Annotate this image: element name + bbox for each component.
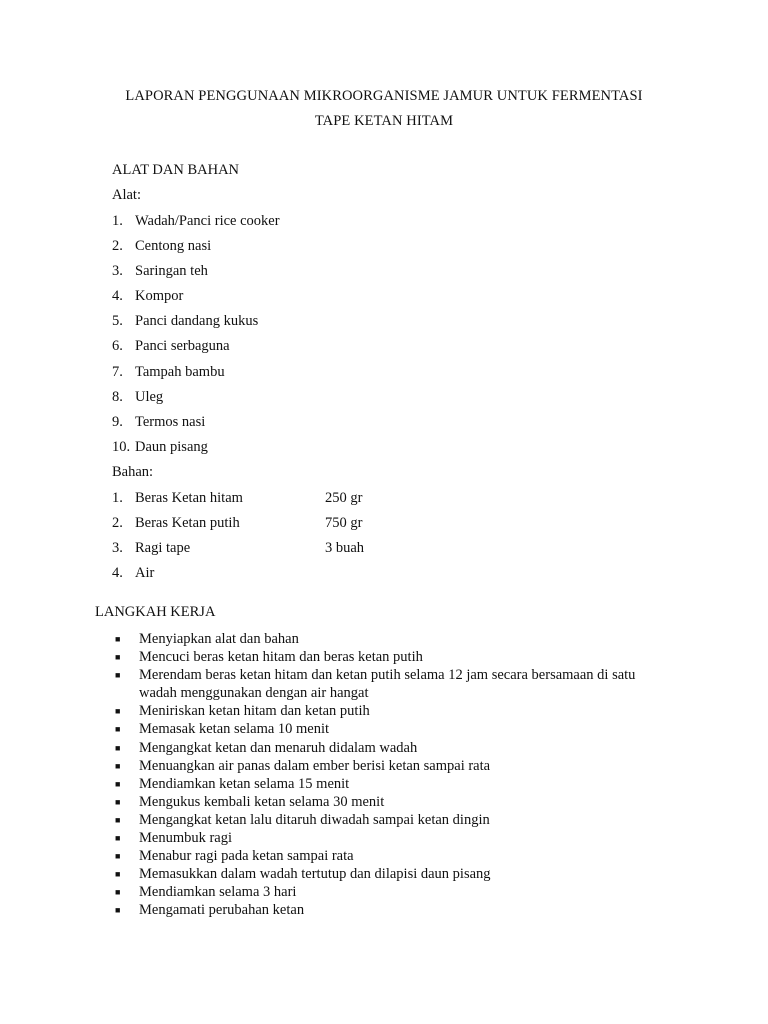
bahan-item: Beras Ketan putih — [135, 515, 240, 531]
langkah-kerja-list — [115, 630, 675, 920]
square-bullet-icon: ■ — [115, 796, 121, 807]
bahan-item: Air — [135, 565, 155, 581]
alat-number: 2. — [112, 238, 123, 254]
step-text: Mendiamkan selama 3 hari — [139, 884, 297, 901]
square-bullet-icon: ■ — [115, 869, 121, 880]
step-item — [115, 811, 675, 829]
step-item — [115, 666, 675, 702]
step-text: Meniriskan ketan hitam dan ketan putih — [139, 703, 370, 720]
alat-item: Termos nasi — [135, 414, 206, 430]
bahan-number: 2. — [112, 515, 123, 531]
alat-label: Alat: — [112, 187, 141, 203]
step-text: Menumbuk ragi — [139, 830, 233, 847]
alat-item: Panci dandang kukus — [135, 313, 259, 329]
step-text: Mengangkat ketan lalu ditaruh diwadah sampai ketan dingin — [139, 811, 490, 828]
document-title-line-1: LAPORAN PENGGUNAAN MIKROORGANISME JAMUR UNTUK FERMENTASI — [125, 88, 643, 104]
alat-item: Uleg — [135, 389, 164, 405]
step-item — [115, 865, 675, 883]
step-item — [115, 829, 675, 847]
step-text: Memasukkan dalam wadah tertutup dan dilapisi daun pisang — [139, 866, 491, 883]
step-text: Memasak ketan selama 10 menit — [139, 721, 330, 738]
alat-item: Tampah bambu — [135, 364, 225, 380]
bahan-number: 4. — [112, 565, 123, 581]
step-item — [115, 883, 675, 901]
step-text: Menuangkan air panas dalam ember berisi ketan sampai rata — [139, 757, 491, 774]
square-bullet-icon: ■ — [115, 742, 121, 753]
alat-number: 4. — [112, 288, 123, 304]
step-item — [115, 901, 675, 919]
square-bullet-icon: ■ — [115, 833, 121, 844]
step-item — [115, 757, 675, 775]
step-text: Mencuci beras ketan hitam dan beras ketan putih — [139, 649, 423, 666]
section-heading-alat-dan-bahan: ALAT DAN BAHAN — [112, 162, 240, 178]
bahan-quantity: 3 buah — [325, 540, 365, 556]
square-bullet-icon: ■ — [115, 905, 121, 916]
square-bullet-icon: ■ — [115, 760, 121, 771]
alat-item: Kompor — [135, 288, 184, 304]
bahan-label: Bahan: — [112, 464, 154, 480]
alat-number: 8. — [112, 389, 123, 405]
bahan-quantity: 250 gr — [325, 490, 363, 506]
step-text: Mengukus kembali ketan selama 30 menit — [139, 793, 385, 810]
step-item — [115, 739, 675, 757]
bahan-number: 1. — [112, 490, 123, 506]
step-item — [115, 702, 675, 720]
alat-number: 9. — [112, 414, 123, 430]
square-bullet-icon: ■ — [115, 778, 121, 789]
step-text: Menabur ragi pada ketan sampai rata — [139, 848, 354, 865]
bahan-item: Beras Ketan hitam — [135, 490, 243, 506]
square-bullet-icon: ■ — [115, 634, 121, 644]
step-item — [115, 847, 675, 865]
bahan-item: Ragi tape — [135, 540, 191, 556]
alat-item: Daun pisang — [135, 439, 208, 455]
alat-number: 1. — [112, 213, 123, 229]
step-item — [115, 630, 675, 648]
square-bullet-icon: ■ — [115, 724, 121, 735]
alat-number: 5. — [112, 313, 123, 329]
square-bullet-icon: ■ — [115, 887, 121, 898]
alat-number: 3. — [112, 263, 123, 279]
step-item — [115, 720, 675, 738]
document-title-line-2: TAPE KETAN HITAM — [314, 113, 454, 129]
alat-item: Panci serbaguna — [135, 338, 230, 354]
step-item — [115, 793, 675, 811]
square-bullet-icon: ■ — [115, 652, 121, 663]
square-bullet-icon: ■ — [115, 706, 121, 717]
step-item — [115, 775, 675, 793]
bahan-quantity: 750 gr — [325, 515, 363, 531]
step-text: Mendiamkan ketan selama 15 menit — [139, 775, 350, 792]
step-text: Mengamati perubahan ketan — [139, 902, 305, 919]
alat-item: Wadah/Panci rice cooker — [135, 213, 280, 229]
alat-item: Saringan teh — [135, 263, 208, 279]
square-bullet-icon: ■ — [115, 670, 121, 681]
section-heading-langkah-kerja: LANGKAH KERJA — [95, 604, 216, 620]
alat-number: 6. — [112, 338, 123, 354]
alat-item: Centong nasi — [135, 238, 212, 254]
alat-number: 10. — [112, 439, 131, 455]
square-bullet-icon: ■ — [115, 814, 121, 825]
step-item — [115, 648, 675, 666]
step-text: Menyiapkan alat dan bahan — [139, 631, 299, 647]
alat-number: 7. — [112, 364, 123, 380]
step-text: Mengangkat ketan dan menaruh didalam wadah — [139, 739, 418, 756]
bahan-number: 3. — [112, 540, 123, 556]
square-bullet-icon: ■ — [115, 851, 121, 862]
step-text: Merendam beras ketan hitam dan ketan putih selama 12 jam secara bersamaan di satu wadah menggunakan dengan air hangat — [139, 667, 636, 702]
